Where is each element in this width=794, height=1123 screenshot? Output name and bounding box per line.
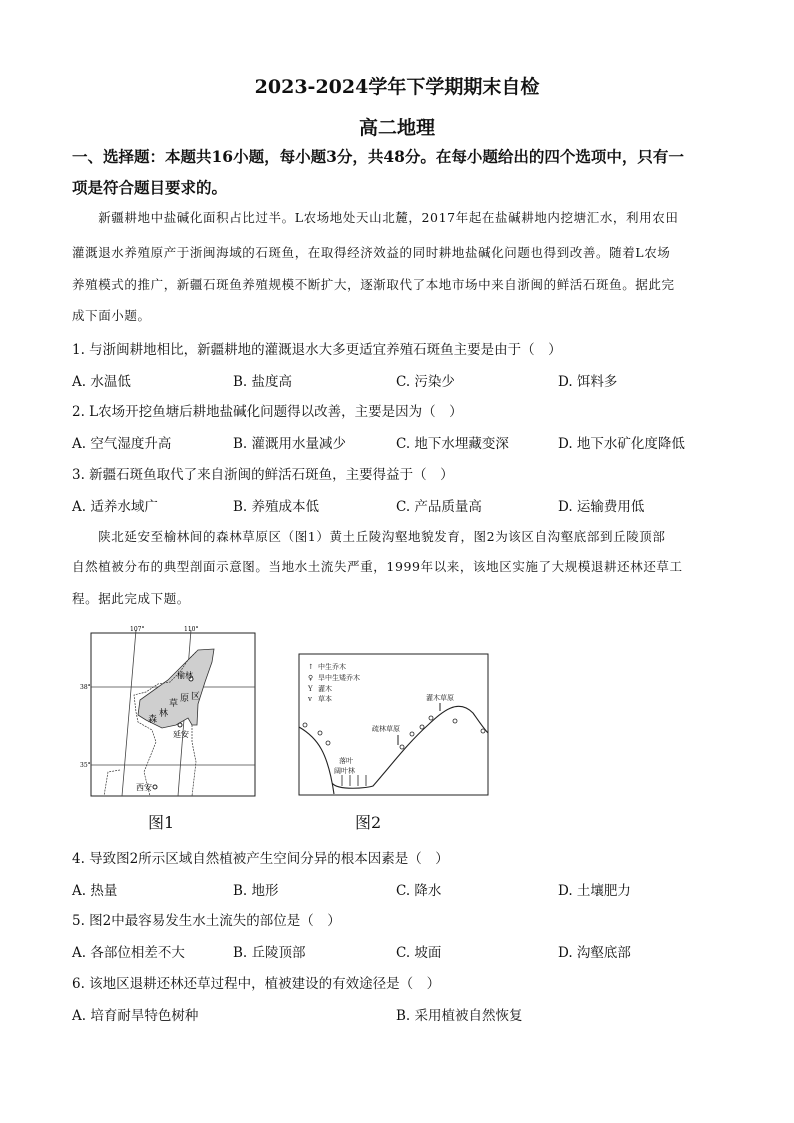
place-label: 西安 xyxy=(136,783,152,792)
question-stem: 4. 导致图2所示区域自然植被产生空间分异的根本因素是（ ） xyxy=(72,851,449,867)
lat-label: 38° xyxy=(80,684,91,691)
option: C. 坡面 xyxy=(396,945,442,961)
question-stem: 1. 与浙闽耕地相比，新疆耕地的灌溉退水大多更适宜养殖石斑鱼主要是由于（ ） xyxy=(72,342,562,358)
option: B. 地形 xyxy=(233,883,279,899)
svg-text:↑: ↑ xyxy=(308,663,314,671)
legend-label: 草本 xyxy=(318,695,332,703)
option: A. 各部位相差不大 xyxy=(72,945,185,961)
section-heading-line: 一、选择题：本题共16小题，每小题3分，共48分。在每小题给出的四个选项中，只有一 xyxy=(72,147,684,166)
question-stem: 3. 新疆石斑鱼取代了来自浙闽的鲜活石斑鱼，主要得益于（ ） xyxy=(72,467,454,483)
option: C. 降水 xyxy=(396,883,442,899)
svg-text:Y: Y xyxy=(308,685,313,693)
question-stem: 6. 该地区退耕还林还草过程中，植被建设的有效途径是（ ） xyxy=(72,976,441,992)
lon-label: 107° xyxy=(130,626,145,633)
lon-label: 110° xyxy=(184,626,199,633)
option: D. 运输费用低 xyxy=(558,499,645,515)
lat-label: 35° xyxy=(80,762,91,769)
place-label: 延安 xyxy=(173,730,189,739)
exam-title: 2023-2024学年下学期期末自检 xyxy=(254,76,540,98)
figure-2-profile xyxy=(298,653,490,797)
option: A. 水温低 xyxy=(72,374,131,390)
option: D. 饵料多 xyxy=(558,374,618,390)
place-label: 榆林 xyxy=(177,671,193,680)
question-stem: 2. L农场开挖鱼塘后耕地盐碱化问题得以改善，主要是因为（ ） xyxy=(72,404,463,420)
passage-line: 养殖模式的推广，新疆石斑鱼养殖规模不断扩大，逐渐取代了本地市场中来自浙闽的鲜活石斑鱼。据此完 xyxy=(72,277,675,292)
section-heading-line: 项是符合题目要求的。 xyxy=(72,178,228,197)
figure-1-map xyxy=(80,622,260,802)
legend-label: 旱中生矮乔木 xyxy=(318,674,360,682)
option: D. 地下水矿化度降低 xyxy=(558,436,685,452)
figure-1-caption: 图1 xyxy=(148,813,175,832)
option: C. 地下水埋藏变深 xyxy=(396,436,509,452)
option: B. 采用植被自然恢复 xyxy=(396,1008,523,1024)
option: B. 盐度高 xyxy=(233,374,293,390)
region-label: 林 xyxy=(159,709,169,719)
subject-title: 高二地理 xyxy=(358,117,435,139)
region-label: 原 xyxy=(180,694,190,704)
passage-line: 灌溉退水养殖原产于浙闽海域的石斑鱼，在取得经济效益的同时耕地盐碱化问题也得到改善。随着L农场 xyxy=(72,245,671,260)
option: D. 土壤肥力 xyxy=(558,883,631,899)
passage-line: 新疆耕地中盐碱化面积占比过半。L农场地处天山北麓，2017年起在盐碱耕地内挖塘汇水，利用农田 xyxy=(72,210,679,225)
svg-text:v: v xyxy=(308,695,312,703)
figure-2-caption: 图2 xyxy=(355,813,382,832)
option: B. 丘陵顶部 xyxy=(233,945,306,961)
legend-label: 灌木 xyxy=(318,685,332,693)
legend-label: 中生乔木 xyxy=(318,663,346,671)
option: C. 产品质量高 xyxy=(396,499,482,515)
passage-line: 自然植被分布的典型剖面示意图。当地水土流失严重，1999年以来，该地区实施了大规模退耕还林还草工 xyxy=(72,559,683,574)
passage-line: 成下面小题。 xyxy=(72,308,151,323)
region-label: 森 xyxy=(148,715,158,725)
option: B. 灌溉用水量减少 xyxy=(233,436,347,452)
vegetation-label: 落叶 xyxy=(339,757,353,765)
option: A. 热量 xyxy=(72,883,118,899)
question-stem: 5. 图2中最容易发生水土流失的部位是（ ） xyxy=(72,913,341,929)
region-label: 区 xyxy=(191,692,201,702)
option: D. 沟壑底部 xyxy=(558,945,631,961)
svg-text:♀: ♀ xyxy=(308,674,314,682)
option: B. 养殖成本低 xyxy=(233,499,320,515)
option: A. 空气湿度升高 xyxy=(72,436,172,452)
passage-line: 程。据此完成下题。 xyxy=(72,591,190,606)
option: A. 培育耐旱特色树种 xyxy=(72,1008,199,1024)
vegetation-label: 灌木草原 xyxy=(426,694,454,702)
passage-line: 陕北延安至榆林间的森林草原区（图1）黄土丘陵沟壑地貌发育，图2为该区自沟壑底部到丘陵顶部 xyxy=(72,529,666,544)
region-label: 草 xyxy=(169,699,179,709)
vegetation-label: 疏林草原 xyxy=(372,725,400,733)
option: C. 污染少 xyxy=(396,374,455,390)
vegetation-label: 阔叶林 xyxy=(334,767,355,775)
option: A. 适养水域广 xyxy=(72,499,158,515)
